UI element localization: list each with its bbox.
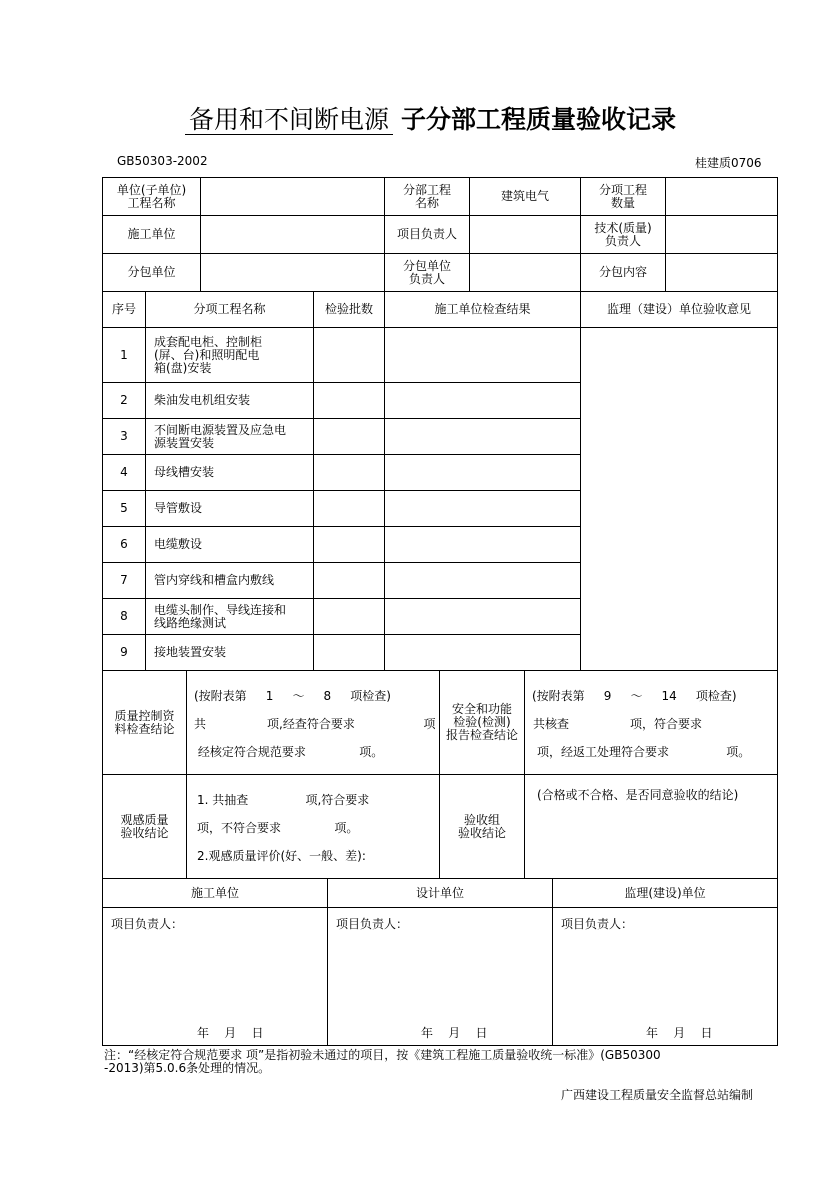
sign-pm-2: 项目负责人： — [336, 917, 409, 931]
row-builder-result-field[interactable] — [384, 598, 581, 635]
sign-pm-1: 项目负责人： — [111, 917, 184, 931]
title-filled[interactable]: 备用和不间断电源 — [185, 105, 393, 135]
row-builder-result-field[interactable] — [384, 526, 581, 563]
tech-field[interactable] — [665, 215, 778, 254]
qc-line3: 经核定符合规范要求 项。 — [194, 745, 384, 759]
row-builder-result-field[interactable] — [384, 490, 581, 527]
subcontract-field[interactable] — [200, 253, 385, 292]
item-count-label: 分项工程 数量 — [580, 177, 666, 216]
subdivision-value[interactable]: 建筑电气 — [469, 177, 581, 216]
standard-code: GB50303-2002 — [117, 154, 208, 168]
visual-label: 观感质量 验收结论 — [102, 774, 187, 879]
pm-field[interactable] — [469, 215, 581, 254]
sign-date-2: 年 月 日 — [421, 1026, 488, 1040]
col-batches: 检验批数 — [313, 291, 385, 328]
row-no: 5 — [102, 490, 146, 527]
row-builder-result-field[interactable] — [384, 454, 581, 491]
safety-label: 安全和功能 检验(检测) 报告检查结论 — [439, 670, 525, 775]
row-batches-field[interactable] — [313, 382, 385, 419]
sign-pm-3: 项目负责人： — [561, 917, 634, 931]
sub-content-label: 分包内容 — [580, 253, 666, 292]
row-builder-result-field[interactable] — [384, 382, 581, 419]
row-no: 4 — [102, 454, 146, 491]
row-builder-result-field[interactable] — [384, 634, 581, 671]
row-name: 电缆头制作、导线连接和 线路绝缘测试 — [145, 598, 314, 635]
col-builder-result: 施工单位检查结果 — [384, 291, 581, 328]
publisher: 广西建设工程质量安全监督总站编制 — [561, 1088, 754, 1102]
row-no: 7 — [102, 562, 146, 599]
row-batches-field[interactable] — [313, 418, 385, 455]
sub-pm-label: 分包单位 负责人 — [384, 253, 470, 292]
row-name: 电缆敷设 — [145, 526, 314, 563]
row-batches-field[interactable] — [313, 526, 385, 563]
row-name: 管内穿线和槽盒内敷线 — [145, 562, 314, 599]
subdivision-label: 分部工程 名称 — [384, 177, 470, 216]
row-builder-result-field[interactable] — [384, 418, 581, 455]
qc-line1: (按附表第 1 ～ 8 项检查) — [194, 689, 391, 703]
group-hint: (合格或不合格、是否同意验收的结论) — [537, 788, 739, 802]
row-name: 柴油发电机组安装 — [145, 382, 314, 419]
row-name: 成套配电柜、控制柜 (屏、台)和照明配电 箱(盘)安装 — [145, 327, 314, 383]
row-name: 接地装置安装 — [145, 634, 314, 671]
unit-field[interactable] — [200, 177, 385, 216]
row-no: 3 — [102, 418, 146, 455]
subcontract-label: 分包单位 — [102, 253, 201, 292]
row-name: 不间断电源装置及应急电 源装置安装 — [145, 418, 314, 455]
row-no: 8 — [102, 598, 146, 635]
safety-line1: (按附表第 9 ～ 14 项检查) — [532, 689, 737, 703]
item-count-field[interactable] — [665, 177, 778, 216]
row-batches-field[interactable] — [313, 598, 385, 635]
title-suffix: 子分部工程质量验收记录 — [400, 105, 676, 134]
sign-date-1: 年 月 日 — [197, 1026, 264, 1040]
visual-line1: 1. 共抽查 项,符合要求 — [197, 793, 370, 807]
sign-builder-header: 施工单位 — [102, 878, 328, 908]
sub-content-field[interactable] — [665, 253, 778, 292]
row-name: 母线槽安装 — [145, 454, 314, 491]
builder-label: 施工单位 — [102, 215, 201, 254]
safety-line2: 共核查 项，符合要求 — [533, 717, 703, 731]
visual-line3: 2.观感质量评价(好、一般、差): — [197, 849, 366, 863]
tech-label: 技术(质量) 负责人 — [580, 215, 666, 254]
unit-label: 单位(子单位) 工程名称 — [102, 177, 201, 216]
row-batches-field[interactable] — [313, 454, 385, 491]
row-no: 6 — [102, 526, 146, 563]
row-batches-field[interactable] — [313, 634, 385, 671]
qc-label: 质量控制资 料检查结论 — [102, 670, 187, 775]
form-code: 桂建质0706 — [695, 156, 762, 170]
row-no: 2 — [102, 382, 146, 419]
row-batches-field[interactable] — [313, 562, 385, 599]
footnote: 注：“经核定符合规范要求 项”是指初验未通过的项目，按《建筑工程施工质量验收统一标准》(GB50300 -2013)第5.0.6条处理的情况。 — [104, 1048, 661, 1075]
safety-line3: 项，经返工处理符合要求 项。 — [537, 745, 751, 759]
row-builder-result-field[interactable] — [384, 327, 581, 383]
row-name: 导管敷设 — [145, 490, 314, 527]
row-batches-field[interactable] — [313, 327, 385, 383]
qc-line2: 共 项,经查符合要求 项 — [194, 717, 436, 731]
row-builder-result-field[interactable] — [384, 562, 581, 599]
sign-date-3: 年 月 日 — [646, 1026, 713, 1040]
group-label: 验收组 验收结论 — [439, 774, 525, 879]
visual-line2: 项，不符合要求 项。 — [197, 821, 359, 835]
sub-pm-field[interactable] — [469, 253, 581, 292]
builder-field[interactable] — [200, 215, 385, 254]
row-batches-field[interactable] — [313, 490, 385, 527]
sign-design-header: 设计单位 — [327, 878, 553, 908]
col-name: 分项工程名称 — [145, 291, 314, 328]
col-supervisor-opinion: 监理（建设）单位验收意见 — [580, 291, 778, 328]
pm-label: 项目负责人 — [384, 215, 470, 254]
sign-supervisor-header: 监理(建设)单位 — [552, 878, 778, 908]
page-title — [185, 100, 676, 136]
row-no: 9 — [102, 634, 146, 671]
supervisor-opinion-field[interactable] — [580, 327, 778, 671]
row-no: 1 — [102, 327, 146, 383]
col-no: 序号 — [102, 291, 146, 328]
